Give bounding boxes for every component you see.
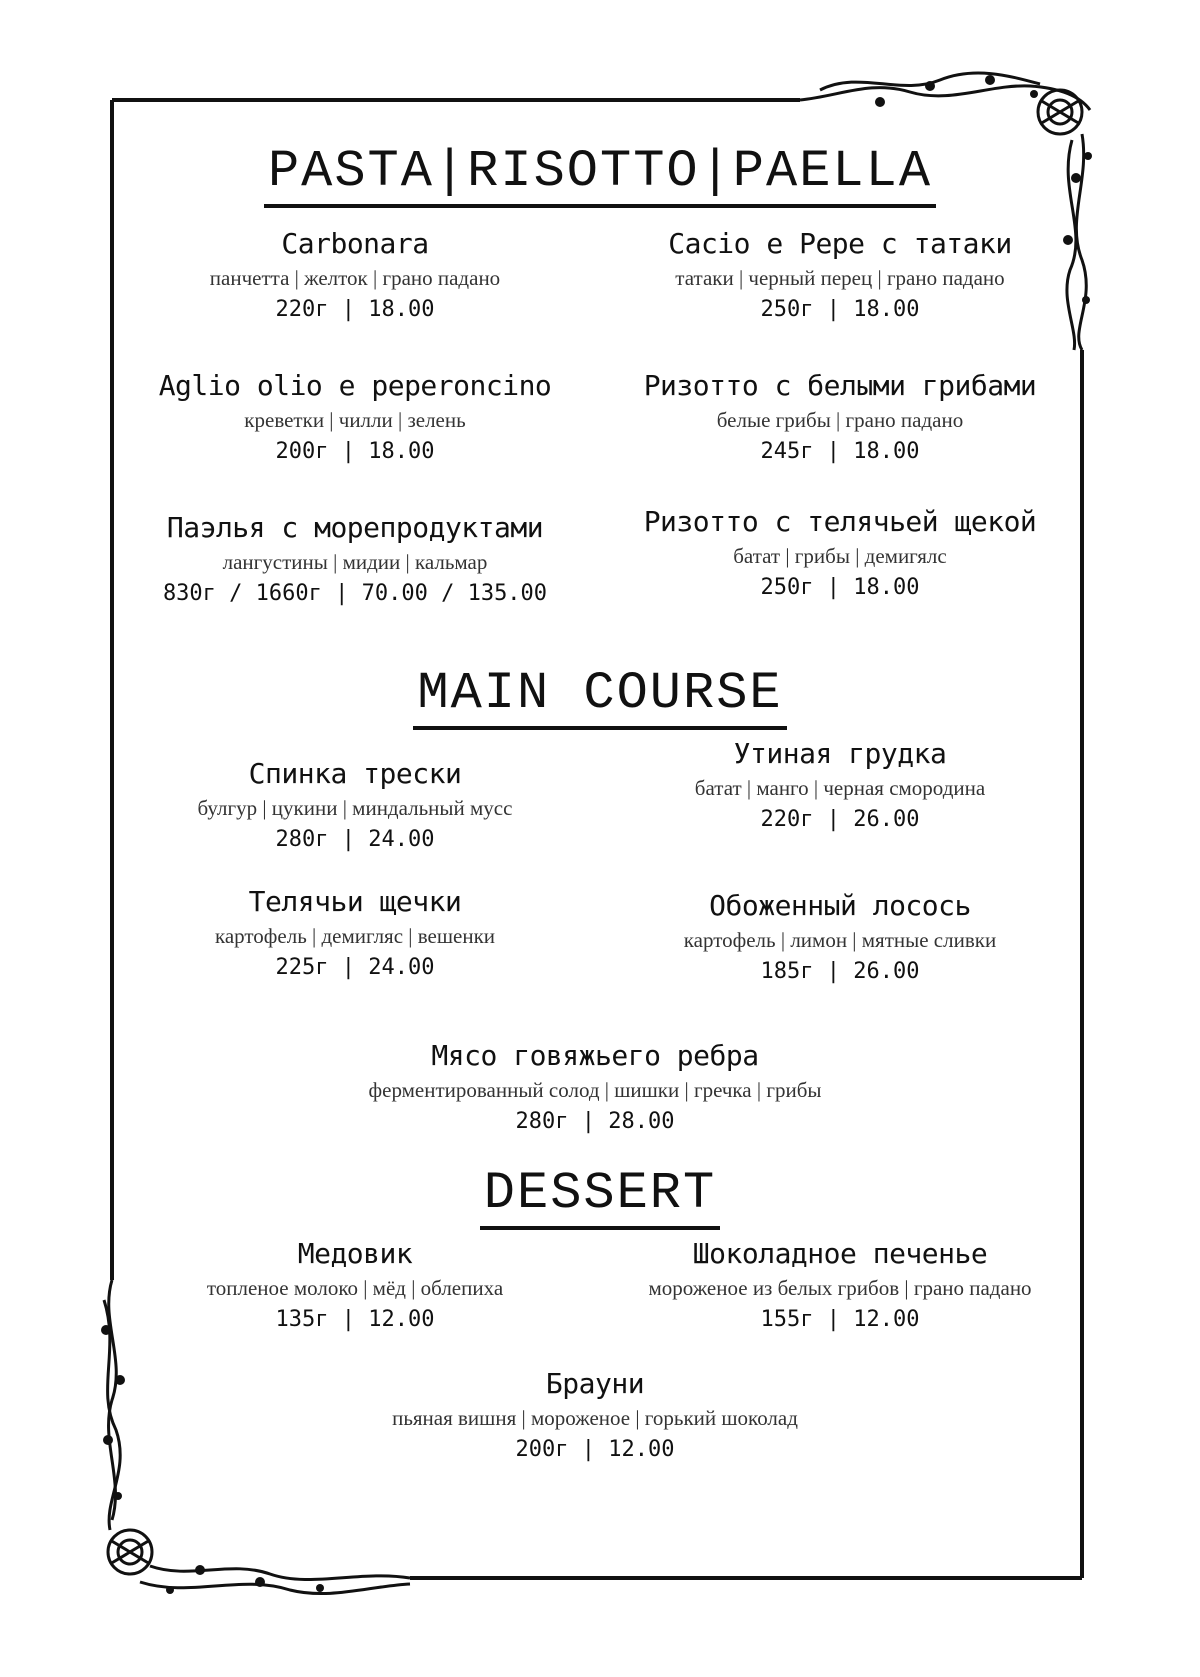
dish-name: Телячьи щечки	[248, 885, 462, 918]
dish-item	[600, 228, 1080, 324]
dish-name: Шоколадное печенье	[692, 1237, 988, 1270]
dish-item	[355, 1040, 835, 1136]
dish-item	[600, 506, 1080, 602]
dish-name: Медовик	[297, 1237, 413, 1270]
dish-name: Ризотто с телячьей щекой	[643, 505, 1037, 538]
dish-price: 220г | 26.00	[760, 807, 920, 833]
dish-description: мороженое из белых грибов | грано падано	[648, 1276, 1032, 1301]
section-title-text: DESSERT	[480, 1168, 720, 1230]
section-title-pasta	[0, 142, 1200, 208]
dish-description: топленое молоко | мёд | облепиха	[206, 1276, 504, 1301]
dish-description: булгур | цукини | миндальный мусс	[197, 796, 513, 821]
dish-price: 185г | 26.00	[760, 959, 920, 985]
dish-item	[115, 1238, 595, 1334]
dish-item	[115, 512, 595, 608]
dish-item	[600, 1238, 1080, 1334]
dish-price: 200г | 18.00	[275, 439, 435, 465]
dish-description: белые грибы | грано падано	[716, 408, 964, 433]
dish-name: Ризотто с белыми грибами	[643, 369, 1037, 402]
dish-price: 220г | 18.00	[275, 297, 435, 323]
dish-item	[600, 370, 1080, 466]
dish-price: 200г | 12.00	[515, 1437, 675, 1463]
dish-price: 225г | 24.00	[275, 955, 435, 981]
dish-item	[600, 890, 1080, 986]
dish-name: Aglio olio e peperoncino	[158, 369, 552, 402]
dish-item	[115, 228, 595, 324]
dish-price: 830г / 1660г | 70.00 / 135.00	[162, 581, 548, 607]
dish-price: 245г | 18.00	[760, 439, 920, 465]
dish-item	[355, 1368, 835, 1464]
dish-item	[115, 370, 595, 466]
dish-item	[600, 738, 1080, 834]
dish-name: Cacio e Pepe с татаки	[668, 227, 1012, 260]
section-title-main-course	[0, 664, 1200, 730]
dish-description: батат | грибы | демигялс	[733, 544, 947, 569]
dish-name: Брауни	[545, 1367, 645, 1400]
dish-name: Мясо говяжьего ребра	[431, 1039, 759, 1072]
dish-description: батат | манго | черная смородина	[694, 776, 986, 801]
dish-description: пьяная вишня | мороженое | горький шоколад	[392, 1406, 798, 1431]
dish-price: 280г | 28.00	[515, 1109, 675, 1135]
dish-name: Обоженный лосось	[709, 889, 971, 922]
dish-name: Спинка трески	[248, 757, 462, 790]
dish-name: Паэлья с морепродуктами	[166, 511, 544, 544]
dish-description: креветки | чилли | зелень	[244, 408, 466, 433]
dish-price: 250г | 18.00	[760, 575, 920, 601]
section-title-text: MAIN COURSE	[413, 668, 786, 730]
section-title-text: PASTA|RISOTTO|PAELLA	[264, 146, 936, 208]
dish-description: картофель | лимон | мятные сливки	[683, 928, 997, 953]
dish-price: 135г | 12.00	[275, 1307, 435, 1333]
dish-name: Утиная грудка	[733, 737, 947, 770]
dish-description: лангустины | мидии | кальмар	[222, 550, 488, 575]
dish-item	[115, 758, 595, 854]
dish-description: панчетта | желток | грано падано	[209, 266, 501, 291]
dish-price: 250г | 18.00	[760, 297, 920, 323]
dish-item	[115, 886, 595, 982]
dish-description: ферментированный солод | шишки | гречка | грибы	[368, 1078, 822, 1103]
dish-price: 280г | 24.00	[275, 827, 435, 853]
dish-price: 155г | 12.00	[760, 1307, 920, 1333]
dish-description: татаки | черный перец | грано падано	[675, 266, 1005, 291]
dish-name: Carbonara	[281, 227, 429, 260]
section-title-dessert	[0, 1164, 1200, 1230]
dish-description: картофель | демигляс | вешенки	[214, 924, 496, 949]
